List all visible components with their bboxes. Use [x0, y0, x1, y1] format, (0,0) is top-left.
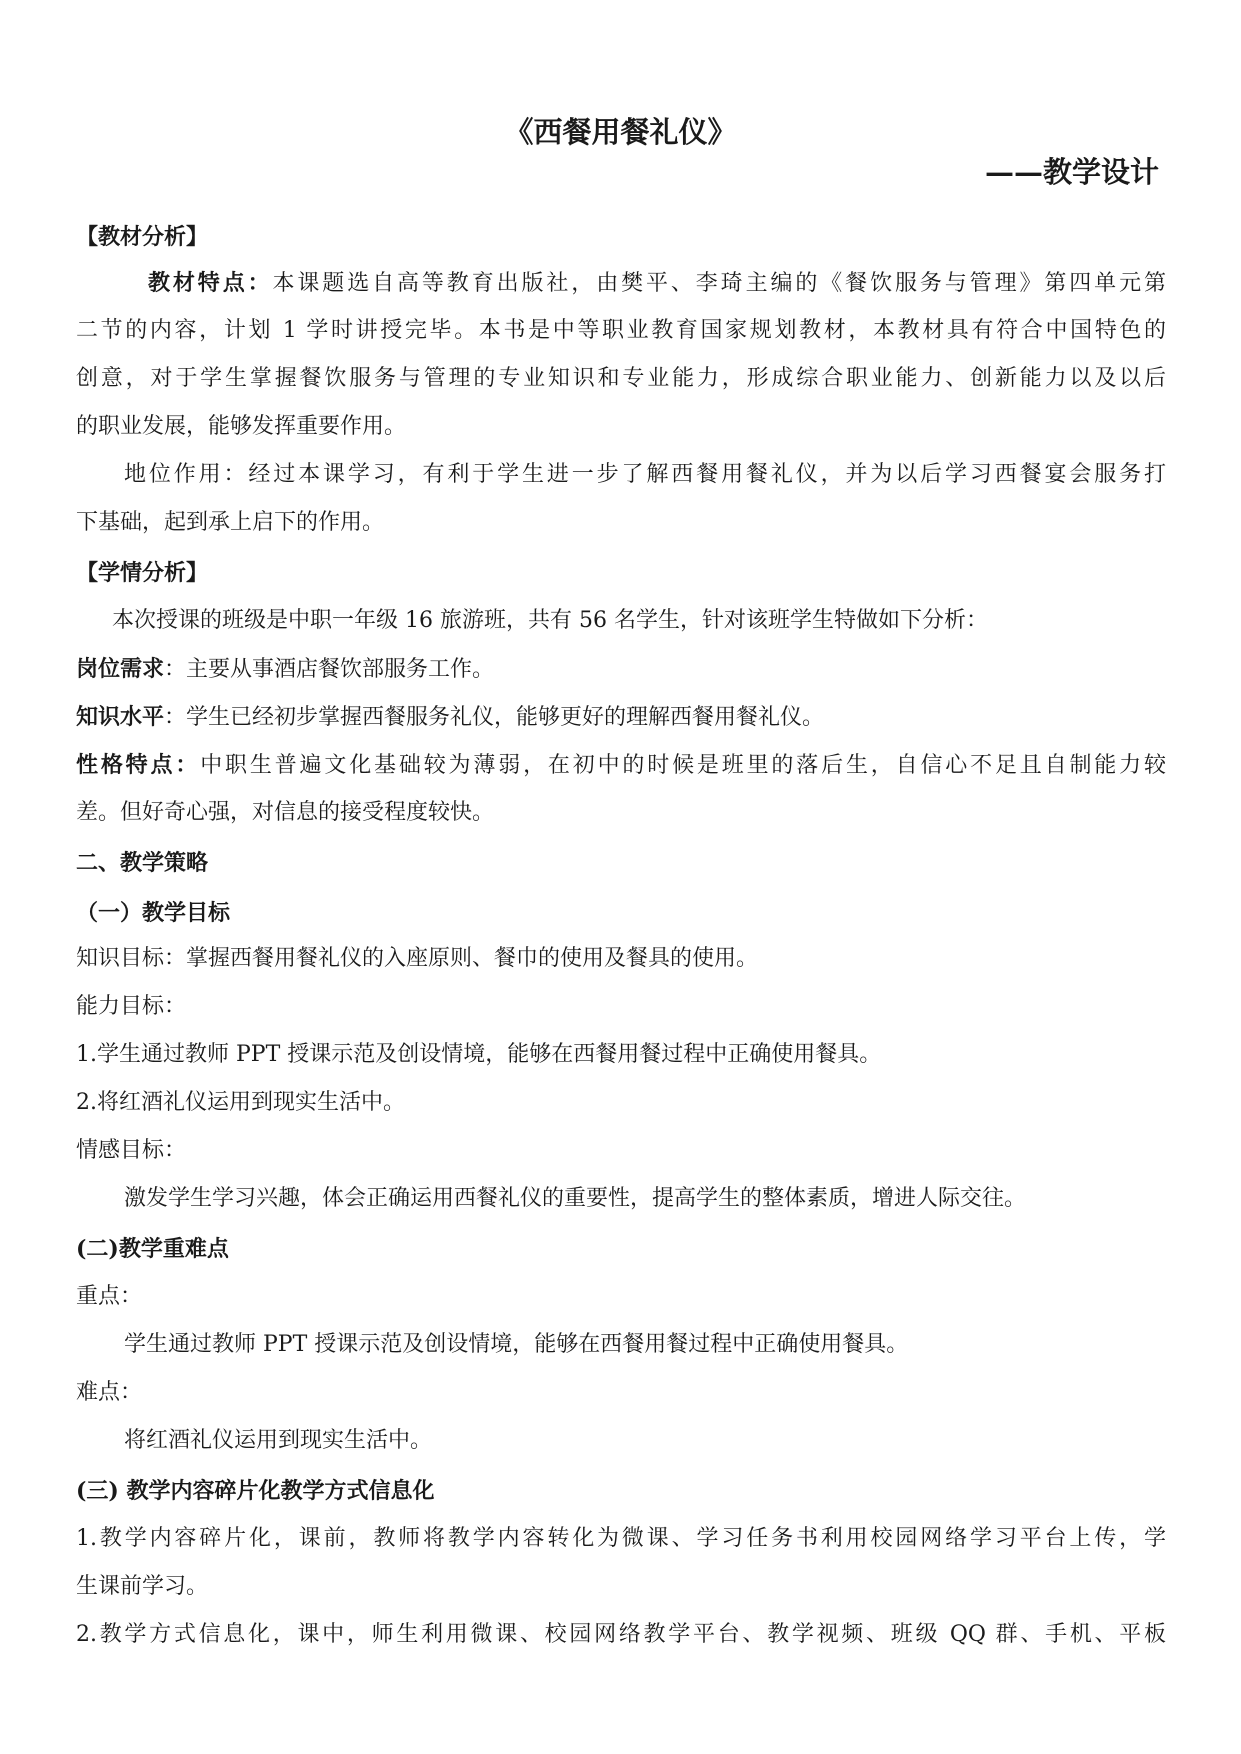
list-item: 1.学生通过教师 PPT 授课示范及创设情境，能够在西餐用餐过程中正确使用餐具。 [76, 1042, 882, 1067]
paragraph-line: 将红酒礼仪运用到现实生活中。 [124, 1428, 433, 1453]
document-title: 《西餐用餐礼仪》 [504, 115, 737, 149]
list-item: 1.教学内容碎片化，课前，教师将教学内容转化为微课、学习任务书利用校园网络学习平台上传，学 [76, 1526, 1166, 1551]
section-heading-teaching-strategy: 二、教学策略 [76, 850, 209, 876]
paragraph-line: 地位作用：经过本课学习，有利于学生进一步了解西餐用餐礼仪，并为以后学习西餐宴会服务打 [124, 462, 1166, 487]
list-item: 2.教学方式信息化，课中，师生利用微课、校园网络教学平台、教学视频、班级 QQ 群、手机、平板 [76, 1622, 1166, 1647]
subheading-fragmented-content: (三) 教学内容碎片化教学方式信息化 [76, 1478, 435, 1504]
paragraph-line: 难点： [76, 1380, 143, 1405]
text-job-demand: ：主要从事酒店餐饮部服务工作。 [164, 657, 495, 682]
label-personality: 性格特点： [76, 752, 201, 778]
text-personality: 中职生普遍文化基础较为薄弱，在初中的时候是班里的落后生，自信心不足且自制能力较 [200, 753, 1166, 778]
paragraph-line: 二节的内容，计划 1 学时讲授完毕。本书是中等职业教育国家规划教材，本教材具有符合中国特色的 [76, 318, 1166, 343]
document-subtitle: ——教学设计 [984, 155, 1159, 189]
paragraph-line: 知识目标：掌握西餐用餐礼仪的入座原则、餐巾的使用及餐具的使用。 [76, 946, 759, 971]
text-textbook-features: 本课题选自高等教育出版社，由樊平、李琦主编的《餐饮服务与管理》第四单元第 [272, 271, 1166, 296]
subheading-teaching-goals: （一）教学目标 [76, 900, 231, 926]
paragraph-line: 重点： [76, 1284, 143, 1309]
paragraph-line: 能力目标： [76, 994, 187, 1019]
paragraph-line [76, 268, 1166, 299]
paragraph-line [76, 654, 1166, 685]
paragraph-line: 下基础，起到承上启下的作用。 [76, 510, 385, 535]
label-textbook-features: 教材特点： [148, 270, 273, 296]
text-knowledge-level: ：学生已经初步掌握西餐服务礼仪，能够更好的理解西餐用餐礼仪。 [164, 705, 825, 730]
paragraph-line: 本次授课的班级是中职一年级 16 旅游班，共有 56 名学生，针对该班学生特做如下分析： [112, 608, 988, 633]
paragraph-line: 生课前学习。 [76, 1574, 209, 1599]
paragraph-line: 的职业发展，能够发挥重要作用。 [76, 414, 407, 439]
label-knowledge-level: 知识水平 [76, 704, 165, 730]
paragraph-line [76, 702, 1166, 733]
section-heading-textbook-analysis: 【教材分析】 [76, 224, 209, 250]
subheading-key-difficult-points: (二)教学重难点 [76, 1236, 229, 1262]
paragraph-line: 创意，对于学生掌握餐饮服务与管理的专业知识和专业能力，形成综合职业能力、创新能力以及以后 [76, 366, 1166, 391]
paragraph-line: 激发学生学习兴趣，体会正确运用西餐礼仪的重要性，提高学生的整体素质，增进人际交往。 [124, 1186, 1027, 1211]
label-job-demand: 岗位需求 [76, 656, 165, 682]
paragraph-line [76, 750, 1166, 781]
list-item: 2.将红酒礼仪运用到现实生活中。 [76, 1090, 405, 1115]
paragraph-line: 差。但好奇心强，对信息的接受程度较快。 [76, 800, 495, 825]
paragraph-line: 情感目标： [76, 1138, 187, 1163]
paragraph-line: 学生通过教师 PPT 授课示范及创设情境，能够在西餐用餐过程中正确使用餐具。 [124, 1332, 909, 1357]
section-heading-student-analysis: 【学情分析】 [76, 560, 209, 586]
